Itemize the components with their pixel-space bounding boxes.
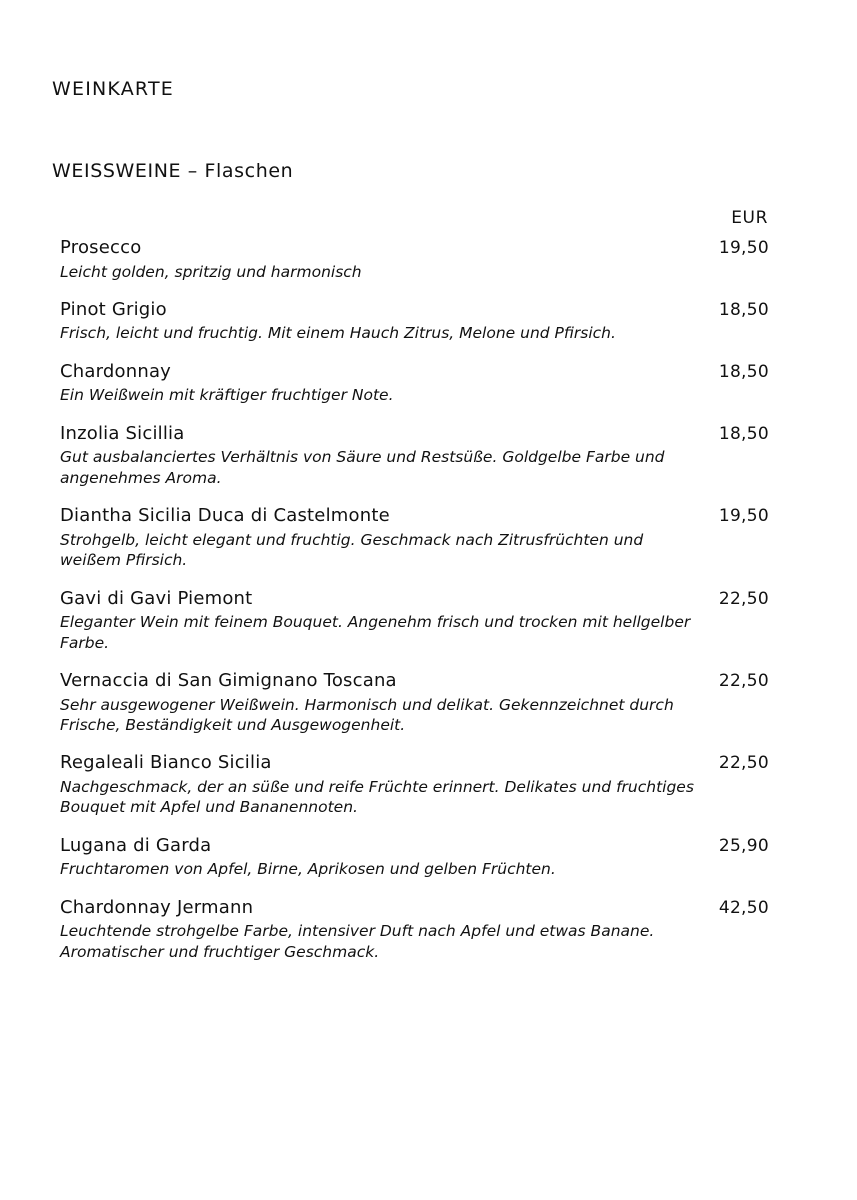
- item-name: Chardonnay Jermann: [60, 896, 254, 918]
- list-item-header: [50, 897, 769, 920]
- item-description: Ein Weißwein mit kräftiger fruchtiger Note.: [60, 386, 394, 405]
- item-description: Strohgelb, leicht elegant und fruchtig. Geschmack nach Zitrusfrüchten und weißem Pfirsich.: [60, 530, 644, 570]
- item-description: Frisch, leicht und fruchtig. Mit einem Hauch Zitrus, Melone und Pfirsich.: [60, 324, 616, 343]
- list-item: [50, 670, 769, 735]
- list-item-header: [50, 423, 769, 446]
- item-price: 19,50: [718, 238, 769, 258]
- item-name: Lugana di Garda: [60, 834, 212, 856]
- list-item: [50, 237, 769, 282]
- list-item: [50, 752, 769, 817]
- list-item-header: [50, 835, 769, 858]
- list-item: [50, 361, 769, 406]
- item-name: Gavi di Gavi Piemont: [60, 587, 253, 609]
- list-item-header: [50, 670, 769, 693]
- item-description: Fruchtaromen von Apfel, Birne, Aprikosen und gelben Früchten.: [60, 860, 556, 879]
- list-item-header: [50, 361, 769, 384]
- section-title: WEISSWEINE – Flaschen: [52, 160, 294, 182]
- item-price: 18,50: [718, 423, 769, 444]
- item-description: Eleganter Wein mit feinem Bouquet. Angenehm frisch und trocken mit hellgelber Farbe.: [60, 613, 691, 652]
- item-description: Sehr ausgewogener Weißwein. Harmonisch und delikat. Gekennzeichnet durch Frische, Beständigkeit und Ausgewogenheit.: [60, 695, 674, 735]
- list-item: [50, 897, 769, 962]
- item-description: Gut ausbalanciertes Verhältnis von Säure und Restsüße. Goldgelbe Farbe und angenehmes Aroma.: [60, 448, 665, 487]
- list-item-header: [50, 237, 769, 260]
- item-price: 22,50: [718, 671, 769, 692]
- item-price: 18,50: [718, 361, 769, 382]
- currency-label: EUR: [731, 208, 768, 228]
- item-price: 22,50: [718, 588, 769, 609]
- item-name: Prosecco: [60, 237, 142, 258]
- item-name: Regaleali Bianco Sicilia: [60, 752, 272, 774]
- item-name: Vernaccia di San Gimignano Toscana: [60, 670, 397, 692]
- list-item: [50, 299, 769, 344]
- item-price: 25,90: [718, 835, 769, 856]
- list-item-header: [50, 299, 769, 322]
- list-item-header: [50, 588, 769, 611]
- item-price: 19,50: [718, 506, 769, 527]
- currency-header-row: [50, 208, 769, 228]
- page-title: WEINKARTE: [52, 78, 174, 100]
- list-item: [50, 423, 769, 488]
- list-item: [50, 588, 769, 653]
- item-name: Diantha Sicilia Duca di Castelmonte: [60, 505, 390, 527]
- item-price: 42,50: [718, 897, 769, 918]
- item-price: 18,50: [718, 299, 769, 320]
- list-item: [50, 835, 769, 880]
- list-item-header: [50, 505, 769, 528]
- list-item: [50, 505, 769, 570]
- item-description: Leuchtende strohgelbe Farbe, intensiver Duft nach Apfel und etwas Banane. Aromatischer und fruchtiger Geschmack.: [60, 922, 655, 961]
- item-name: Pinot Grigio: [60, 298, 167, 320]
- item-description: Leicht golden, spritzig und harmonisch: [60, 262, 362, 281]
- item-description: Nachgeschmack, der an süße und reife Früchte erinnert. Delikates und fruchtiges Bouquet mit Apfel und Bananennoten.: [60, 777, 694, 817]
- wine-list: [50, 237, 769, 962]
- item-price: 22,50: [718, 753, 769, 774]
- list-item-header: [50, 752, 769, 775]
- item-name: Inzolia Sicillia: [60, 422, 185, 444]
- item-name: Chardonnay: [60, 360, 172, 382]
